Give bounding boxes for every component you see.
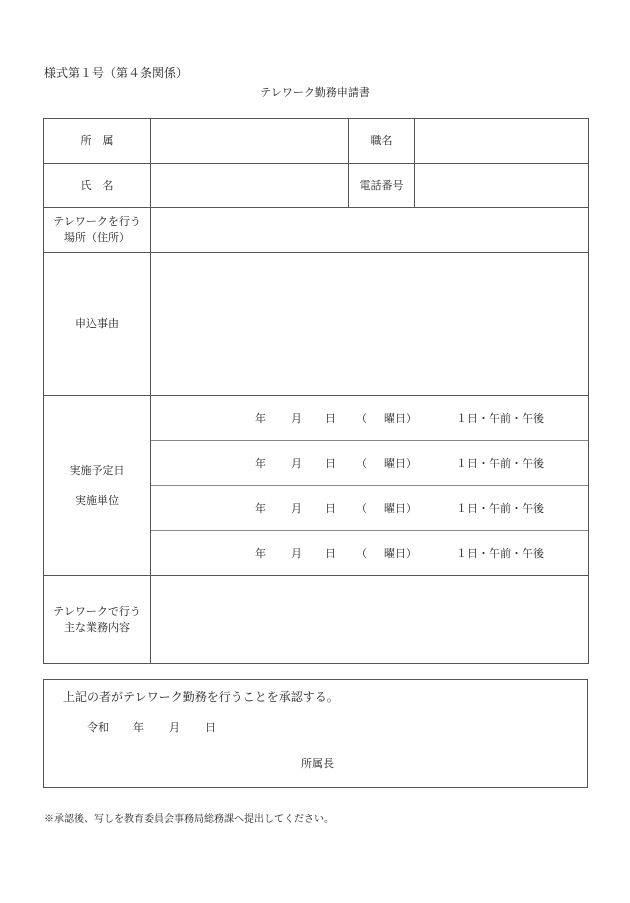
approval-date[interactable] xyxy=(87,719,216,735)
unit-options[interactable]: １日・午前・午後 xyxy=(456,457,544,470)
footnote: ※承認後、写しを教育委員会事務局総務課へ提出してください。 xyxy=(44,814,334,825)
approval-year-mark: 年 xyxy=(133,721,144,734)
location-field[interactable] xyxy=(151,208,589,253)
location-label-line1: テレワークを行う xyxy=(53,215,141,228)
phone-label: 電話番号 xyxy=(349,164,415,208)
year-mark: 年 xyxy=(255,547,266,560)
name-field[interactable] xyxy=(151,164,349,208)
name-label: 氏 名 xyxy=(44,164,151,208)
location-label-line2: 場所（住所） xyxy=(64,231,130,244)
tasks-label-line1: テレワークで行う xyxy=(53,604,141,618)
reason-field[interactable] xyxy=(151,253,589,396)
era-label: 令和 xyxy=(87,721,109,734)
job-title-label: 職名 xyxy=(349,119,415,164)
unit-options[interactable]: １日・午前・午後 xyxy=(456,547,544,560)
job-title-field[interactable] xyxy=(415,119,589,164)
schedule-dates xyxy=(151,396,589,576)
signatory-label: 所属長 xyxy=(301,757,334,770)
unit-label: 実施単位 xyxy=(75,493,119,507)
tasks-field[interactable] xyxy=(151,576,589,664)
day-mark: 日 xyxy=(325,502,336,515)
date-row[interactable] xyxy=(151,531,588,575)
approval-month-mark: 月 xyxy=(169,721,180,734)
day-mark: 日 xyxy=(325,457,336,470)
day-mark: 日 xyxy=(325,547,336,560)
tasks-label xyxy=(44,576,151,664)
year-mark: 年 xyxy=(255,457,266,470)
date-row[interactable] xyxy=(151,441,588,486)
open-paren: （ xyxy=(356,457,367,470)
open-paren: （ xyxy=(356,412,367,425)
month-mark: 月 xyxy=(291,502,302,515)
application-table xyxy=(43,118,589,664)
month-mark: 月 xyxy=(291,457,302,470)
location-label xyxy=(44,208,151,253)
phone-field[interactable] xyxy=(415,164,589,208)
weekday-mark: 曜日） xyxy=(384,457,417,470)
page-title: テレワーク勤務申請書 xyxy=(260,86,370,99)
approval-day-mark: 日 xyxy=(205,721,216,734)
weekday-mark: 曜日） xyxy=(384,547,417,560)
month-mark: 月 xyxy=(291,547,302,560)
unit-options[interactable]: １日・午前・午後 xyxy=(456,412,544,425)
month-mark: 月 xyxy=(291,412,302,425)
date-row[interactable] xyxy=(151,486,588,531)
schedule-label: 実施予定日 xyxy=(69,463,125,477)
date-row[interactable] xyxy=(151,396,588,441)
year-mark: 年 xyxy=(255,412,266,425)
year-mark: 年 xyxy=(255,502,266,515)
weekday-mark: 曜日） xyxy=(384,502,417,515)
tasks-label-line2: 主な業務内容 xyxy=(64,620,130,634)
approval-box xyxy=(43,679,588,788)
approval-sentence: 上記の者がテレワーク勤務を行うことを承認する。 xyxy=(63,690,339,704)
schedule-label-cell xyxy=(44,396,151,576)
form-number: 様式第１号（第４条関係） xyxy=(44,66,189,80)
weekday-mark: 曜日） xyxy=(384,412,417,425)
affiliation-label: 所 属 xyxy=(44,119,151,164)
day-mark: 日 xyxy=(325,412,336,425)
reason-label: 申込事由 xyxy=(44,253,151,396)
affiliation-field[interactable] xyxy=(151,119,349,164)
open-paren: （ xyxy=(356,502,367,515)
unit-options[interactable]: １日・午前・午後 xyxy=(456,502,544,515)
open-paren: （ xyxy=(356,547,367,560)
